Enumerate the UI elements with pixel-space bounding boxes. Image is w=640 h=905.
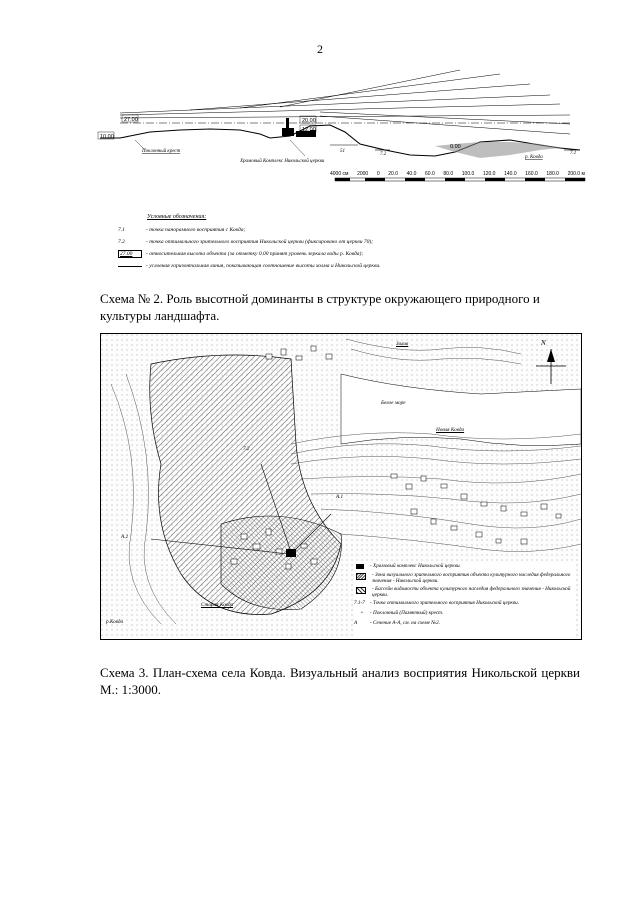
legend-item: 7.1 - точка панорамного восприятия с Ковда; (118, 227, 246, 233)
scale-tick: 100.0 (461, 171, 475, 177)
scale-tick: 0 (376, 171, 380, 177)
scale-bar (335, 178, 585, 181)
dash-line-symbol (118, 266, 142, 267)
map-legend-item: - Храмовый комплекс Никольской церкви. (354, 563, 576, 572)
map-legend-item: - Зона визуального зрительного восприятия объекта культурного наследия федерального значения - Никольской церкви. (354, 572, 576, 586)
label-point-71: 7.1 (570, 151, 577, 156)
sight-lines (120, 70, 570, 134)
scale-tick: 180.0 (546, 171, 559, 177)
zone-symbol (356, 573, 366, 580)
elev-left-top: 27.00 (124, 117, 138, 123)
scale-tick: 80.0 (443, 171, 454, 177)
legend-item: - условная горизонтальная линия, показывающая соотношение высоты холма и Никольской церкви. (118, 260, 448, 272)
map-legend-item: 7.1-7 - Точка оптимального зрительного восприятия Никольской церкви. (354, 600, 519, 606)
scale-tick: 20.0 (388, 171, 399, 177)
map-label-a2: A.2 (121, 534, 129, 540)
map-legend-item: - Бассейн видимости объекта культурного наследия федерального значения - Никольской церкви. (354, 586, 576, 600)
label-point-72: 7.2 (380, 152, 387, 157)
map-label-sea: Белое море (381, 400, 406, 406)
church-symbol (356, 564, 364, 569)
elev-center-mid: 12.00 (302, 127, 316, 133)
map-label-old-kovda: Старая Ковда (201, 602, 234, 608)
map-label-a1: A.1 (336, 494, 344, 500)
map-legend-item: + - Поклонный (Памятный) крест. (360, 610, 444, 616)
map-label-river: р.Ковда (106, 619, 124, 625)
section-profile-drawing (90, 60, 590, 200)
caption-scheme-3: Схема 3. План-схема села Ковда. Визуальный анализ восприятия Никольской церкви М.: 1:3000. (100, 665, 580, 697)
scale-tick: 2000 (357, 171, 369, 177)
scale-ticks (330, 171, 585, 177)
legend-top-title: Условные обозначения: (147, 214, 207, 220)
map-label-point-72: 7.2 (243, 446, 250, 452)
legend-item: 27.00 - относительная высота объекта (за отметку 0.00 принят уровень зеркала воды р. Ковда); (120, 251, 364, 257)
label-cross: Поклонный крест (142, 149, 181, 154)
label-river: р. Ковда (525, 155, 543, 160)
map-legend-item: А - Сечение А-А, см. на схеме №2. (354, 620, 441, 626)
elev-right: 0.00 (450, 144, 461, 150)
page-number: 2 (317, 42, 323, 56)
scale-tick: 140.0 (504, 171, 517, 177)
caption-scheme-2: Схема № 2. Роль высотной доминанты в структуре окружающего природного и культуры ландшафта. (100, 291, 540, 323)
map-label-new-kovda: Новая Ковда (436, 427, 465, 433)
elev-left-low: 10.00 (100, 134, 114, 140)
map-label-zaliv: Залив (396, 341, 409, 347)
legend-top (118, 224, 448, 272)
label-church: Храмовый Комплекс Никольской церкви (240, 159, 325, 164)
scale-tick: 200.0 м (567, 171, 585, 177)
scale-tick: 60.0 (425, 171, 435, 177)
scale-tick: 160.0 (525, 171, 538, 177)
map-label-north: N (541, 339, 546, 347)
scale-tick: 120.0 (482, 171, 496, 177)
label-point-51: 51 (340, 149, 345, 154)
basin-symbol (356, 587, 366, 594)
elev-center-top: 20.00 (302, 118, 316, 124)
legend-item: 7.2 - точка оптимального зрительного восприятия Никольской церкви (фиксировано от церкви 70); (118, 239, 374, 245)
map-legend (354, 563, 576, 637)
scale-tick: 4000 см (330, 171, 349, 177)
scale-tick: 40.0 (406, 171, 417, 177)
